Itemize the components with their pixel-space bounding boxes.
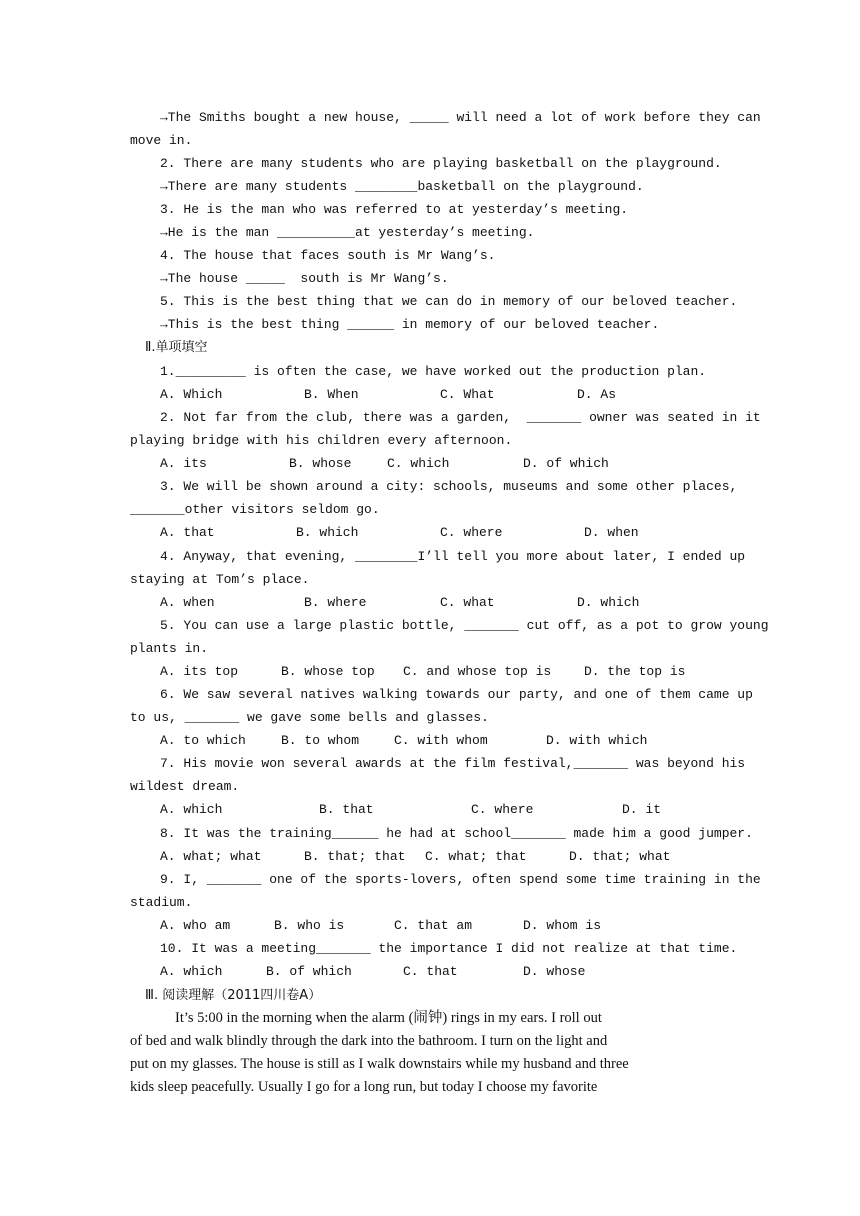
rewrite-line: move in. xyxy=(130,133,193,148)
option: A. its xyxy=(160,456,207,471)
option: D. it xyxy=(622,802,662,817)
question-text: 7. His movie won several awards at the film festival,_______ was beyond his xyxy=(160,756,746,771)
question-text: 6. We saw several natives walking towards our party, and one of them came up xyxy=(160,687,753,702)
option: A. to which xyxy=(160,733,246,748)
option: A. when xyxy=(160,595,215,610)
option: D. As xyxy=(577,387,617,402)
question-text: 4. Anyway, that evening, ________I’ll tell you more about later, I ended up xyxy=(160,549,746,564)
question-text: playing bridge with his children every afternoon. xyxy=(130,433,513,448)
question-text: 1._________ is often the case, we have worked out the production plan. xyxy=(160,364,707,379)
option: B. of which xyxy=(266,964,352,979)
rewrite-line: →The house _____ south is Mr Wang’s. xyxy=(160,271,449,286)
question-text: 2. Not far from the club, there was a garden, _______ owner was seated in it xyxy=(160,410,761,425)
rewrite-line: →There are many students ________basketball on the playground. xyxy=(160,179,644,194)
question-text: 3. We will be shown around a city: schools, museums and some other places, xyxy=(160,479,738,494)
question-text: _______other visitors seldom go. xyxy=(130,502,380,517)
question-text: to us, _______ we gave some bells and glasses. xyxy=(130,710,489,725)
option: B. that xyxy=(319,802,374,817)
option: C. that xyxy=(403,964,458,979)
question-text: 8. It was the training______ he had at school_______ made him a good jumper. xyxy=(160,826,753,841)
question-text: wildest dream. xyxy=(130,779,240,794)
option: B. which xyxy=(296,525,359,540)
option: C. what xyxy=(440,595,495,610)
rewrite-line: →He is the man __________at yesterday’s meeting. xyxy=(160,225,535,240)
option: B. whose top xyxy=(281,664,375,679)
passage-line: of bed and walk blindly through the dark into the bathroom. I turn on the light and xyxy=(130,1033,608,1049)
option: D. when xyxy=(584,525,639,540)
passage-line: kids sleep peacefully. Usually I go for a long run, but today I choose my favorite xyxy=(130,1079,598,1095)
option: A. that xyxy=(160,525,215,540)
option: C. where xyxy=(440,525,503,540)
passage-line: It’s 5:00 in the morning when the alarm (闹钟) rings in my ears. I roll out xyxy=(175,1010,602,1026)
question-text: stadium. xyxy=(130,895,193,910)
option: C. where xyxy=(471,802,534,817)
option: A. its top xyxy=(160,664,239,679)
question-text: 10. It was a meeting_______ the importance I did not realize at that time. xyxy=(160,941,738,956)
section-heading: Ⅱ.单项填空 xyxy=(145,340,208,355)
option: C. which xyxy=(387,456,450,471)
option: C. that am xyxy=(394,918,473,933)
option: C. with whom xyxy=(394,733,488,748)
option: B. that; that xyxy=(304,849,406,864)
option: B. where xyxy=(304,595,367,610)
question-text: 5. You can use a large plastic bottle, _______ cut off, as a pot to grow young xyxy=(160,618,769,633)
option: D. that; what xyxy=(569,849,671,864)
option: C. what; that xyxy=(425,849,527,864)
rewrite-line: 5. This is the best thing that we can do in memory of our beloved teacher. xyxy=(160,294,738,309)
rewrite-line: 4. The house that faces south is Mr Wang’s. xyxy=(160,248,496,263)
option: D. the top is xyxy=(584,664,686,679)
question-text: 9. I, _______ one of the sports-lovers, often spend some time training in the xyxy=(160,872,761,887)
option: A. which xyxy=(160,802,223,817)
option: D. with which xyxy=(546,733,648,748)
question-text: staying at Tom’s place. xyxy=(130,572,310,587)
rewrite-line: →This is the best thing ______ in memory of our beloved teacher. xyxy=(160,317,660,332)
option: C. and whose top is xyxy=(403,664,552,679)
option: B. who is xyxy=(274,918,345,933)
option: D. of which xyxy=(523,456,609,471)
question-text: plants in. xyxy=(130,641,209,656)
option: D. whose xyxy=(523,964,586,979)
option: B. When xyxy=(304,387,359,402)
option: B. whose xyxy=(289,456,352,471)
option: A. Which xyxy=(160,387,223,402)
rewrite-line: 2. There are many students who are playing basketball on the playground. xyxy=(160,156,722,171)
option: B. to whom xyxy=(281,733,360,748)
option: C. What xyxy=(440,387,495,402)
option: D. which xyxy=(577,595,640,610)
rewrite-line: 3. He is the man who was referred to at yesterday’s meeting. xyxy=(160,202,629,217)
option: A. which xyxy=(160,964,223,979)
section-heading: Ⅲ. 阅读理解（2011四川卷A） xyxy=(145,988,322,1003)
passage-line: put on my glasses. The house is still as I walk downstairs while my husband and three xyxy=(130,1056,629,1072)
option: D. whom is xyxy=(523,918,602,933)
rewrite-line: →The Smiths bought a new house, _____ will need a lot of work before they can xyxy=(160,110,761,125)
option: A. who am xyxy=(160,918,231,933)
option: A. what; what xyxy=(160,849,262,864)
